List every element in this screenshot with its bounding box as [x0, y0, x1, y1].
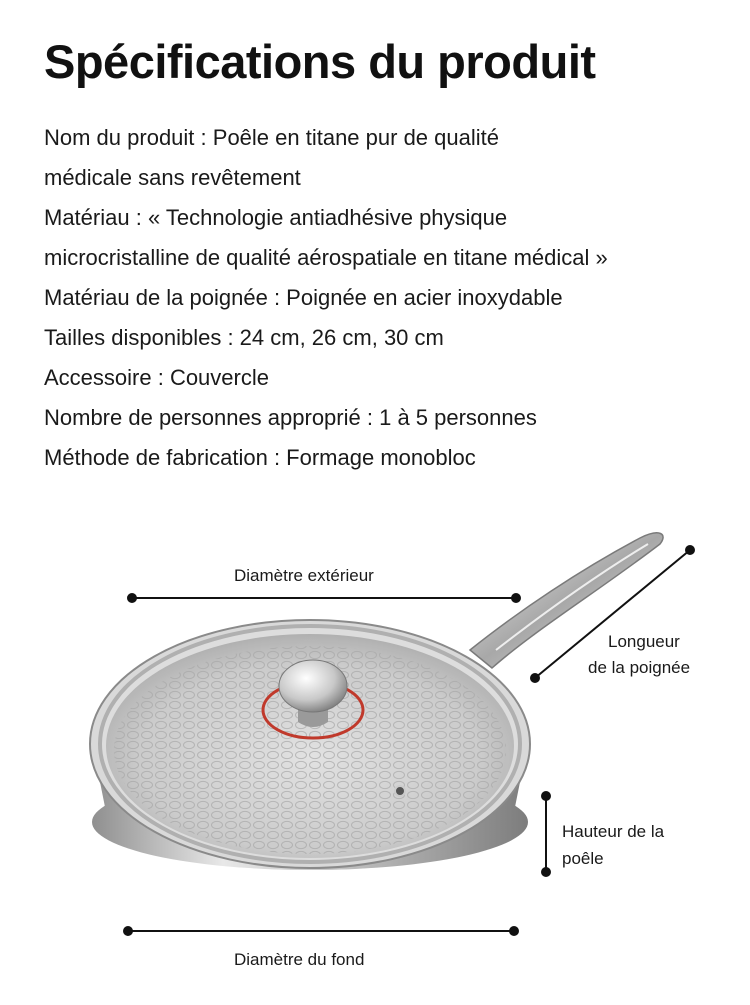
outer-diameter-label: Diamètre extérieur: [234, 566, 374, 585]
dimension-lines: [0, 500, 750, 1000]
spec-value: Poignée en acier inoxydable: [286, 285, 563, 310]
spec-value: Couvercle: [169, 365, 269, 390]
pan-diagram: [0, 500, 750, 1000]
spec-value: Poêle en titane pur de qualité: [212, 125, 499, 150]
handle-length-label-2: de la poignée: [588, 658, 691, 677]
spec-list: [44, 118, 734, 478]
spec-servings: [44, 398, 734, 438]
spec-label: Méthode de fabrication :: [44, 445, 286, 470]
spec-value: « Technologie antiadhésive physique: [147, 205, 508, 230]
spec-material: [44, 198, 734, 238]
spec-value: 24 cm, 26 cm, 30 cm: [239, 325, 444, 350]
spec-product-name: [44, 118, 734, 158]
spec-label: Matériau :: [44, 205, 148, 230]
height-label-1: Hauteur de la: [562, 822, 665, 841]
spec-value: 1 à 5 personnes: [379, 405, 537, 430]
spec-product-name-cont: médicale sans revêtement: [44, 165, 301, 190]
spec-label: Nom du produit :: [44, 125, 213, 150]
spec-label: Matériau de la poignée :: [44, 285, 286, 310]
handle-length-label-1: Longueur: [608, 632, 680, 651]
spec-label: Accessoire :: [44, 365, 170, 390]
spec-handle-material: [44, 278, 734, 318]
height-label-2: poêle: [562, 849, 604, 868]
spec-material-cont: microcristalline de qualité aérospatiale en titane médical »: [44, 245, 608, 270]
spec-label: Tailles disponibles :: [44, 325, 240, 350]
spec-accessory: [44, 358, 734, 398]
spec-label: Nombre de personnes approprié :: [44, 405, 379, 430]
bottom-diameter-label: Diamètre du fond: [234, 950, 365, 969]
spec-manufacturing: [44, 438, 734, 478]
spec-sizes: [44, 318, 734, 358]
page-title: Spécifications du produit: [44, 35, 596, 88]
spec-value: Formage monobloc: [286, 445, 476, 470]
